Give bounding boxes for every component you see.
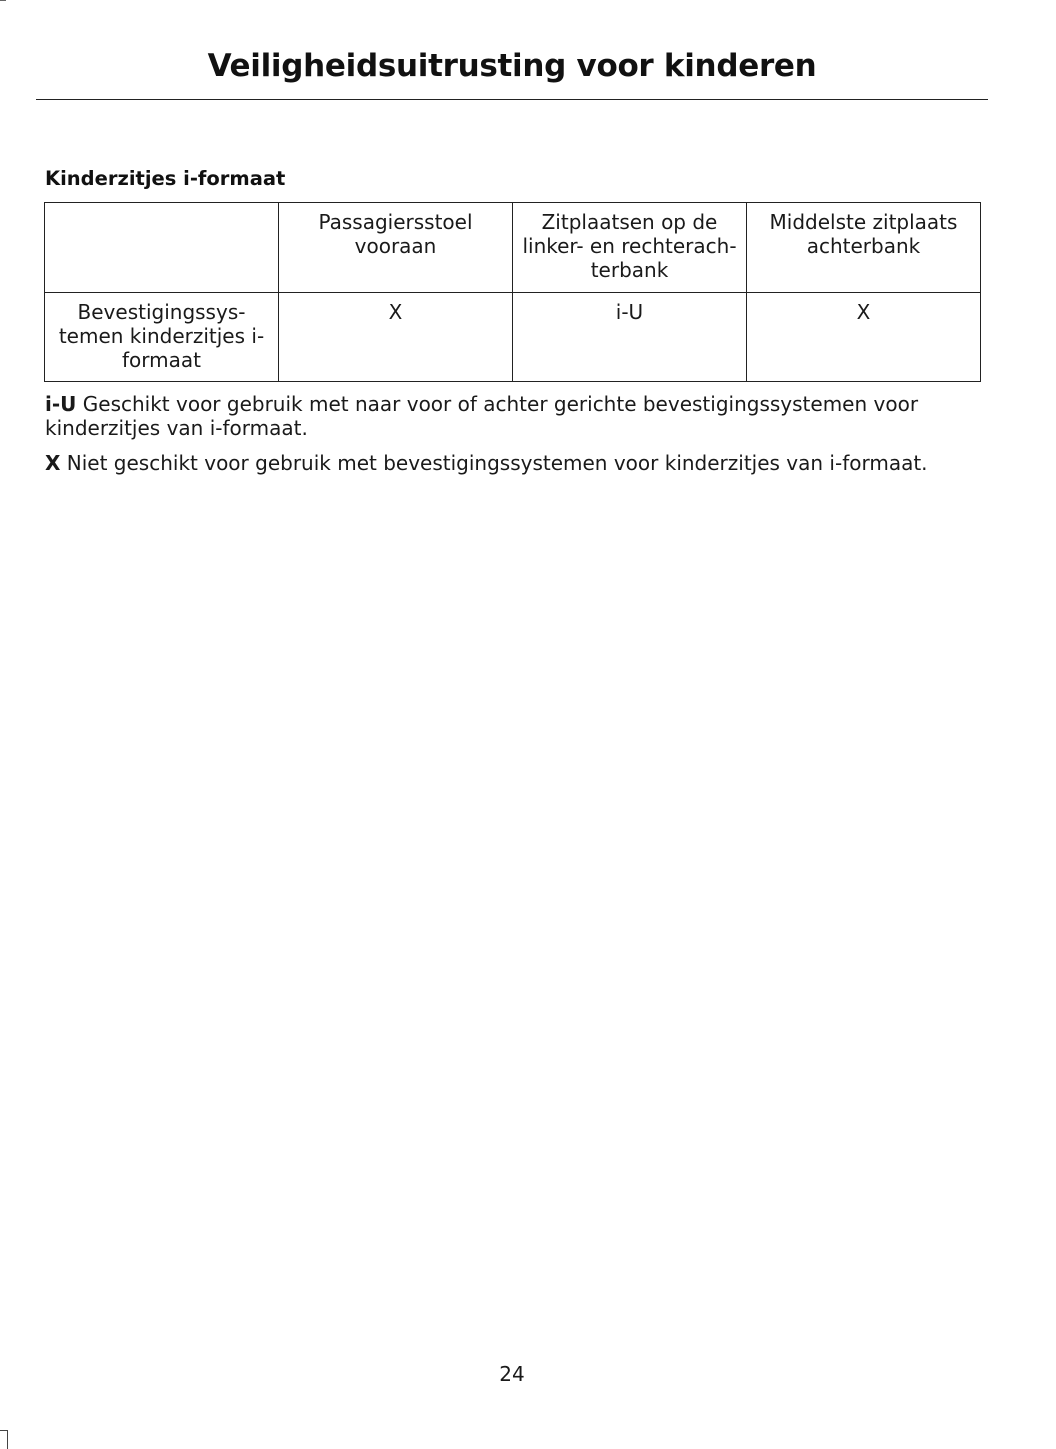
seat-compatibility-table [44, 202, 981, 382]
row-label: Bevestigingssys- temen kinderzitjes i- formaat [58, 300, 265, 372]
table-header-cell-empty [45, 203, 279, 293]
legend-code: X [45, 451, 61, 475]
table-header-cell [513, 203, 747, 293]
cell-value: i-U [615, 300, 644, 324]
crop-mark-bottom [0, 1430, 8, 1449]
table-row [45, 293, 981, 382]
cell-value: X [388, 300, 403, 324]
table-cell [279, 293, 513, 382]
table-header-cell [747, 203, 981, 293]
table-header-row [45, 203, 981, 293]
legend-item [45, 392, 985, 440]
table-cell [513, 293, 747, 382]
page-title: Veiligheidsuitrusting voor kinderen [207, 48, 817, 84]
page-number: 24 [499, 1362, 525, 1386]
table-cell [747, 293, 981, 382]
table-row-label-cell [45, 293, 279, 382]
crop-mark-top [0, 0, 6, 1]
cell-value: X [856, 300, 871, 324]
section-title: Kinderzitjes i-formaat [45, 167, 286, 190]
column-header-label: Passagiersstoel vooraan [318, 210, 473, 258]
column-header-label: Middelste zitplaats achterbank [769, 210, 958, 258]
legend-item [45, 451, 985, 475]
page-header [36, 44, 988, 100]
legend-text: Geschikt voor gebruik met naar voor of achter gerichte bevestigingssystemen voor kinderzitjes van i-formaat. [45, 392, 919, 440]
table-header-cell [279, 203, 513, 293]
column-header-label: Zitplaatsen op de linker- en rechterach- terbank [522, 210, 737, 282]
legend-text: Niet geschikt voor gebruik met bevestigingssystemen voor kinderzitjes van i-formaat. [66, 451, 928, 475]
legend-code: i-U [45, 392, 77, 416]
